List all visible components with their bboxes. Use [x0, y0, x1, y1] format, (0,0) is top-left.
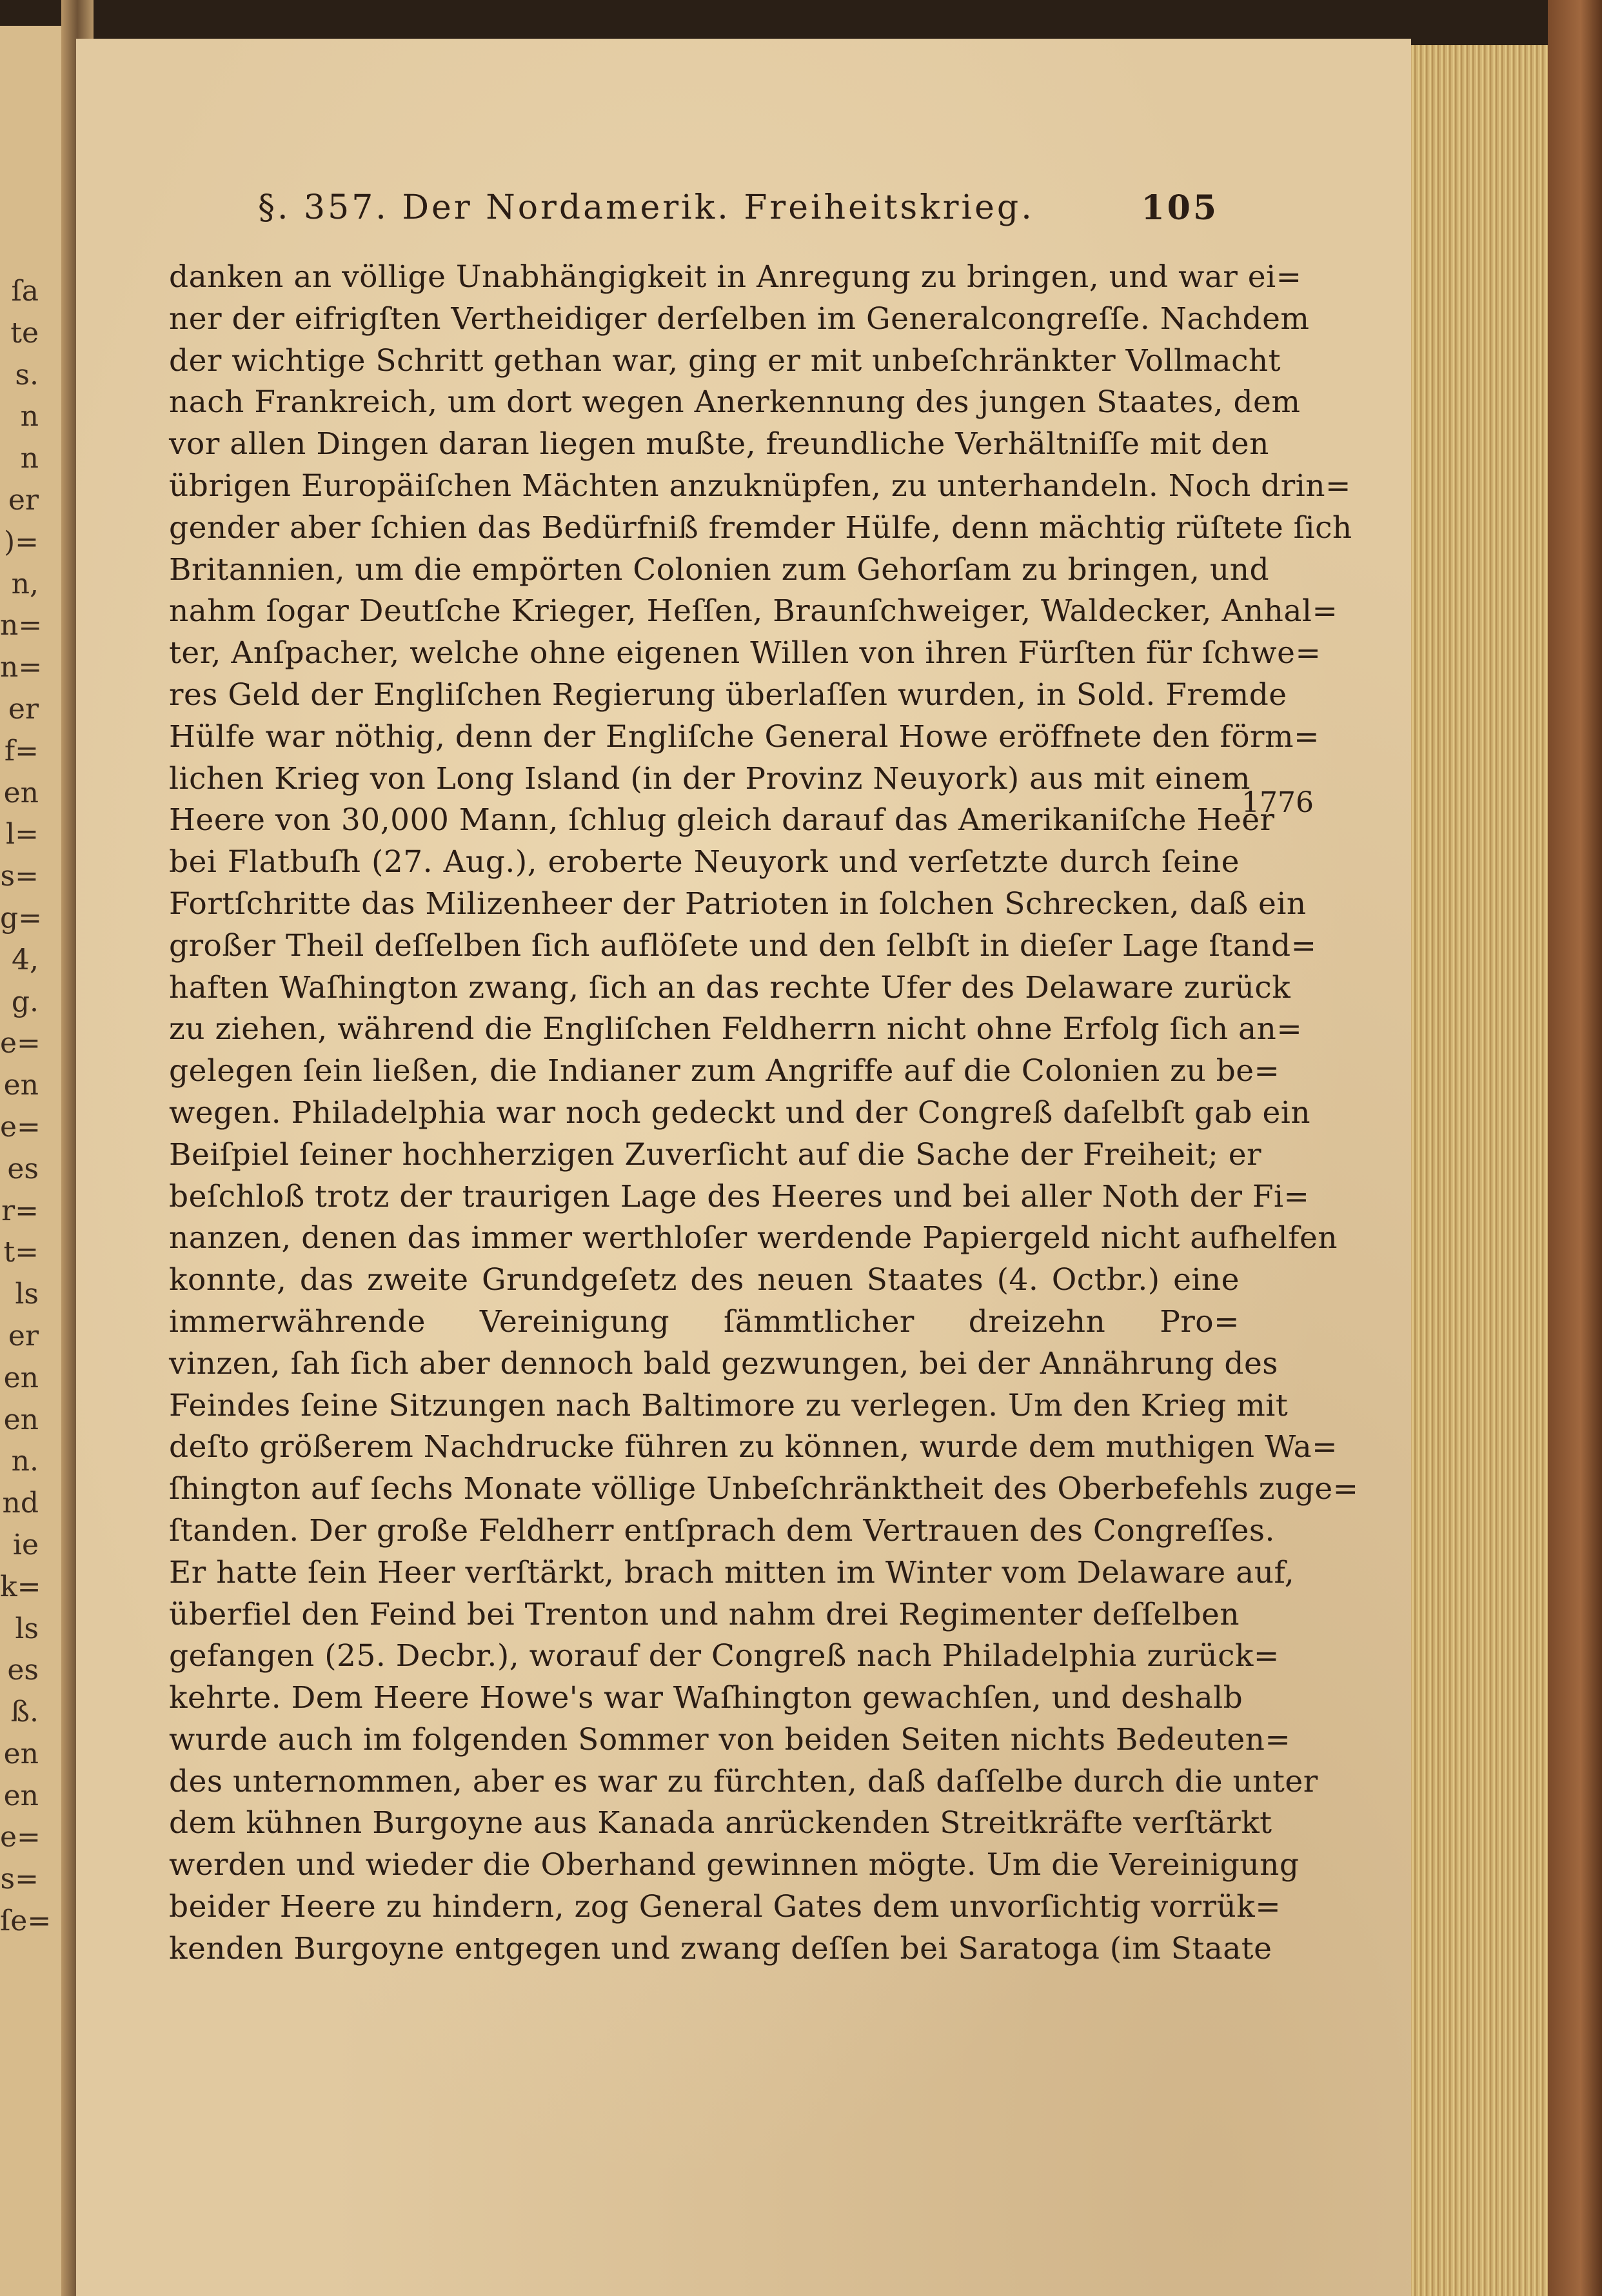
- left-page-fragment: ie: [12, 1528, 39, 1561]
- text-line: beſchloß trotz der traurigen Lage des Heeres und bei aller Noth der Fi=: [169, 1178, 1310, 1214]
- text-line: Heere von 30,000 Mann, ſchlug gleich darauf das Amerikaniſche Heer: [169, 802, 1275, 838]
- text-line: kenden Burgoyne entgegen und zwang deſſen bei Saratoga (im Staate: [169, 1930, 1272, 1966]
- left-page-fragment: s=: [0, 860, 39, 893]
- page-number: 105: [1141, 188, 1219, 228]
- text-line: vor allen Dingen daran liegen mußte, freundliche Verhältniſſe mit den: [169, 426, 1269, 462]
- text-line: nahm ſogar Deutſche Krieger, Heſſen, Braunſchweiger, Waldecker, Anhal=: [169, 593, 1338, 629]
- left-page-fragment: e=: [0, 1027, 41, 1060]
- text-line: konnte, das zweite Grundgeſetz des neuen Staates (4. Octbr.) eine: [169, 1262, 1240, 1298]
- text-line: werden und wieder die Oberhand gewinnen mögte. Um die Vereinigung: [169, 1847, 1300, 1883]
- left-page-fragment: en: [3, 1403, 39, 1436]
- text-line: kehrte. Dem Heere Howe's war Waſhington gewachſen, und deshalb: [169, 1680, 1243, 1716]
- text-line: lichen Krieg von Long Island (in der Provinz Neuyork) aus mit einem: [169, 760, 1251, 797]
- text-line: Hülfe war nöthig, denn der Engliſche General Howe eröffnete den förm=: [169, 718, 1320, 755]
- text-line: nanzen, denen das immer werthloſer werdende Papiergeld nicht aufhelfen: [169, 1220, 1338, 1256]
- left-page-fragment: k=: [0, 1570, 41, 1603]
- text-line: ſhington auf ſechs Monate völlige Unbeſchränktheit des Oberbefehls zuge=: [169, 1471, 1359, 1507]
- left-page-fragment: s=: [0, 1863, 39, 1896]
- left-page-fragment: er: [8, 1319, 39, 1352]
- text-line: gender aber ſchien das Bedürfniß fremder Hülfe, denn mächtig rüſtete ſich: [169, 510, 1352, 546]
- text-line: res Geld der Engliſchen Regierung überlaſſen wurden, in Sold. Fremde: [169, 677, 1287, 713]
- left-page-fragment: n=: [0, 651, 43, 684]
- text-line: Fortſchritte das Milizenheer der Patrioten in ſolchen Schrecken, daß ein: [169, 886, 1307, 922]
- text-line: Feindes ſeine Sitzungen nach Baltimore zu verlegen. Um den Krieg mit: [169, 1387, 1289, 1423]
- page-fore-edge: [1399, 45, 1561, 2296]
- text-line: übrigen Europäiſchen Mächten anzuknüpfen, zu unterhandeln. Noch drin=: [169, 468, 1351, 504]
- text-line: ſtanden. Der große Feldherr entſprach dem Vertrauen des Congreſſes.: [169, 1512, 1275, 1549]
- left-page-fragment: g=: [0, 901, 43, 935]
- text-line: immerwährende Vereinigung ſämmtlicher dreizehn Pro=: [169, 1303, 1240, 1340]
- text-line: wegen. Philadelphia war noch gedeckt und der Congreß daſelbſt gab ein: [169, 1094, 1311, 1131]
- left-page-fragment: ſe=: [0, 1905, 52, 1938]
- left-page-fragment: n=: [0, 609, 43, 642]
- text-line: deſto größerem Nachdrucke führen zu können, wurde dem muthigen Wa=: [169, 1429, 1338, 1465]
- left-page-fragment: ſa: [11, 275, 39, 308]
- book-cover-edge: [1548, 0, 1602, 2296]
- section-title: §. 357. Der Nordamerik. Freiheitskrieg.: [258, 188, 1034, 227]
- text-line: haften Waſhington zwang, ſich an das rechte Ufer des Delaware zurück: [169, 969, 1291, 1005]
- text-line: ner der eifrigſten Vertheidiger derſelben im Generalcongreſſe. Nachdem: [169, 301, 1310, 337]
- text-line: überfiel den Feind bei Trenton und nahm drei Regimenter deſſelben: [169, 1596, 1240, 1632]
- text-line: beider Heere zu hindern, zog General Gates dem unvorſichtig vorrük=: [169, 1889, 1281, 1925]
- left-page-fragment: nd: [2, 1487, 39, 1520]
- left-page-fragment: r=: [1, 1194, 39, 1227]
- left-page-fragment: ls: [15, 1612, 39, 1645]
- text-line: gefangen (25. Decbr.), worauf der Congreß nach Philadelphia zurück=: [169, 1638, 1280, 1674]
- text-line: gelegen ſein ließen, die Indianer zum Angriffe auf die Colonien zu be=: [169, 1053, 1280, 1089]
- left-page-fragment: )=: [3, 525, 39, 559]
- left-page-fragment: en: [3, 1779, 39, 1812]
- running-header: [258, 182, 1219, 253]
- text-line: Beiſpiel ſeiner hochherzigen Zuverſicht auf die Sache der Freiheit; er: [169, 1136, 1261, 1173]
- text-line: vinzen, ſah ſich aber dennoch bald gezwungen, bei der Annährung des: [169, 1345, 1278, 1381]
- left-page-fragment: e=: [0, 1821, 41, 1854]
- left-page-fragment: f=: [4, 734, 39, 767]
- left-page-fragment: en: [3, 776, 39, 809]
- left-page-fragment: g.: [11, 985, 39, 1018]
- left-page-fragment: n: [20, 442, 39, 475]
- text-line: des unternommen, aber es war zu fürchten, daß daſſelbe durch die unter: [169, 1763, 1318, 1799]
- left-page-fragments: [0, 271, 52, 1943]
- left-page-fragment: es: [7, 1654, 39, 1687]
- left-page-fragment: te: [10, 316, 39, 350]
- left-page-fragment: ß.: [10, 1696, 39, 1729]
- text-line: wurde auch im folgenden Sommer von beiden Seiten nichts Bedeuten=: [169, 1721, 1291, 1757]
- left-page-fragment: n.: [11, 1445, 39, 1478]
- left-page-fragment: e=: [0, 1110, 41, 1143]
- left-page-fragment: l=: [6, 818, 39, 851]
- left-page-fragment: 4,: [12, 943, 39, 976]
- text-line: großer Theil deſſelben ſich auflöſete und den ſelbſt in dieſer Lage ſtand=: [169, 927, 1317, 964]
- text-line: dem kühnen Burgoyne aus Kanada anrückenden Streitkräfte verſtärkt: [169, 1805, 1272, 1841]
- left-page-fragment: en: [3, 1361, 39, 1394]
- left-page-fragment: en: [3, 1069, 39, 1102]
- left-page-fragment: s.: [15, 358, 39, 391]
- text-line: danken an völlige Unabhängigkeit in Anregung zu bringen, und war ei=: [169, 259, 1302, 295]
- text-line: der wichtige Schritt gethan war, ging er mit unbeſchränkter Vollmacht: [169, 342, 1281, 379]
- text-line: zu ziehen, während die Engliſchen Feldherrn nicht ohne Erfolg ſich an=: [169, 1011, 1303, 1047]
- left-page-fragment: es: [7, 1152, 39, 1185]
- left-page-fragment: n: [20, 400, 39, 433]
- left-page-fragment: er: [8, 692, 39, 726]
- text-line: nach Frankreich, um dort wegen Anerkennung des jungen Staates, dem: [169, 384, 1301, 421]
- text-line: Er hatte ſein Heer verſtärkt, brach mitten im Winter vom Delaware auf,: [169, 1554, 1295, 1590]
- left-page-edge: [0, 26, 71, 2296]
- left-page-fragment: t=: [3, 1236, 39, 1269]
- left-page-fragment: ls: [15, 1278, 39, 1311]
- left-page-fragment: er: [8, 483, 39, 517]
- text-line: bei Flatbuſh (27. Aug.), eroberte Neuyork und verſetzte durch ſeine: [169, 844, 1240, 880]
- left-page-fragment: n,: [11, 567, 39, 600]
- text-line: ter, Anſpacher, welche ohne eigenen Willen von ihren Fürſten für ſchwe=: [169, 635, 1321, 671]
- text-line: Britannien, um die empörten Colonien zum Gehorſam zu bringen, und: [169, 551, 1270, 588]
- left-page-fragment: en: [3, 1737, 39, 1770]
- margin-year: 1776: [1241, 786, 1314, 819]
